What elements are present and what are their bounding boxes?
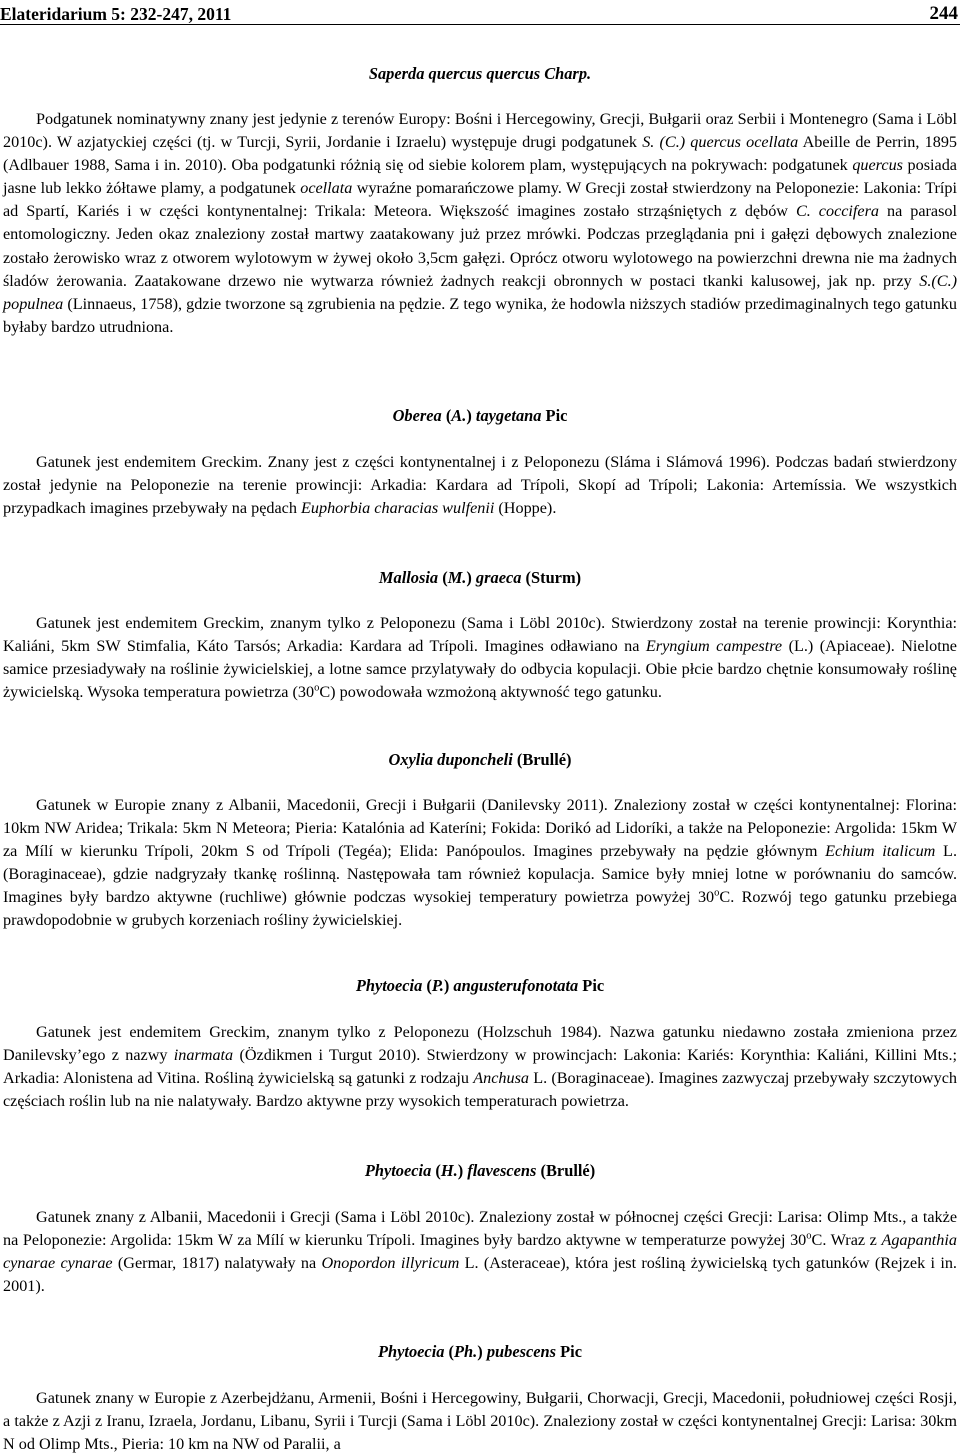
text-run: ( bbox=[422, 976, 432, 995]
text-run: Gatunek jest endemitem Greckim, znanym tylko z Peloponezu (Sama i Löbl 2010c). Stwierdzony został na terenie prowincji: Korynthia: Kaliáni, 5km SW Stimfalia, Káto Tarsós; Arkadia: Kardara ad Trípoli. Imagines odławiano na bbox=[3, 614, 957, 656]
italic-text: Echium italicum bbox=[825, 842, 936, 861]
superscript: o bbox=[806, 1230, 812, 1242]
superscript: o bbox=[714, 887, 720, 899]
italic-text: Onopordon illyricum bbox=[321, 1254, 460, 1273]
section-paragraph bbox=[3, 794, 957, 933]
italic-text: Charp. bbox=[540, 64, 592, 83]
italic-text: S.(C.) populnea bbox=[3, 271, 957, 313]
text-run: Abeille de Perrin, 1895 (Adlbauer 1988, Sama i in. 2010). Oba podgatunki różnią się od siebie kolorem plam, występujących na pokrywach: podgatunek bbox=[3, 133, 958, 175]
text-run: Gatunek znany w Europie z Azerbejdżanu, Armenii, Bośni i Hercegowiny, Bułgarii, Chorwacji, Grecji, Macedonii, południowej części Rosji, a także z Azji z Iranu, Izraela, Jordanu, Libanu, Syrii i Turcji (Sama i Löbl 2010c). Znaleziony został w części kontynentalnej Grecji: Larisa: 30km N od Olimp Mts., Pieria: 10 km na NW od Paralii, a bbox=[3, 1389, 957, 1454]
text-run: (Özdikmen i Turgut 2010). Stwierdzony w prowincjach: Lakonia: Kariés: Korynthia: Kaliáni, Killini Mts.; Arkadia: Alonistena ad Vitina. Rośliną żywicielską są gatunki z rodzaju bbox=[3, 1046, 957, 1088]
italic-text: A. bbox=[451, 406, 467, 425]
italic-text: Oberea bbox=[392, 406, 442, 425]
italic-text: Oxylia duponcheli bbox=[388, 750, 513, 769]
italic-text: Mallosia bbox=[378, 568, 439, 587]
text-run: C) powodowała wzmożoną aktywność tego gatunku. bbox=[319, 683, 662, 702]
text-run: ) bbox=[443, 976, 454, 995]
page-number: 244 bbox=[929, 3, 958, 24]
text-run: (Brullé) bbox=[536, 1161, 596, 1180]
text-run: Gatunek w Europie znany z Albanii, Macedonii, Grecji i Bułgarii (Danilevsky 2011). Znaleziony został w części kontynentalnej: Florina: 10km NW Aridea; Trikala: 5km N Meteora; Pieria: Katalónia ad Kateríni; Fokida: Dorikó ad Lidoríki, a także na Peloponezie: Argolida: 15km W za Mílí w kierunku Trípoli, 20km S od Trípoli (Tegéa); Elida: Panópoulos. Imagines przebywały na pędzie głównym bbox=[3, 796, 957, 861]
taxon-heading bbox=[3, 1340, 957, 1363]
running-header bbox=[0, 0, 960, 25]
text-run: (Sturm) bbox=[521, 568, 582, 587]
taxon-heading bbox=[3, 566, 957, 589]
text-run: (L.) (Apiaceae). Nielotne samice przesiadywały na roślinie żywicielskiej, a lotne samce przylatywały do odbycia kopulacji. Obie płcie bardzo chętnie konsumowały roślinę żywicielską. Wysoka temperatura powietrza (30 bbox=[3, 637, 957, 702]
text-run: na parasol entomologiczny. Jeden okaz znaleziony został martwy zaatakowany już przez mrówki. Podczas przeglądania pni i gałęzi dębowych znalezione zostało żerowisko wraz z otworem wylotowym w żywej około 3,5cm gałęzi. Oprócz otworu wylotowego na powierzchni drewna nie ma żadnych śladów żerowania. Zaatakowane drzewo nie wytwarza również żadnych reakcji obronnych w postaci tkanki kalusowej, jak np. przy bbox=[3, 202, 957, 290]
italic-text: flavescens bbox=[467, 1161, 537, 1180]
italic-text: S. (C.) quercus ocellata bbox=[642, 133, 799, 152]
text-run: wyraźne pomarańczowe plamy. W Grecji został stwierdzony na Peloponezie: Lakonia: Trípi ad Spartí, Kariés i w części kontynentalnej: Trikala: Meteora. Większość imagines zostało strząśniętych z dębów bbox=[3, 179, 957, 221]
text-run: ( bbox=[441, 406, 452, 425]
text-run: Pic bbox=[556, 1342, 582, 1361]
text-run: (Germar, 1817) nalatywały na bbox=[112, 1254, 322, 1273]
text-run: ( bbox=[444, 1342, 455, 1361]
italic-text: quercus bbox=[852, 156, 903, 175]
text-run: posiada jasne lub lekko żółtawe plamy, a podgatunek bbox=[3, 156, 957, 198]
text-run: L. (Asteraceae), która jest rośliną żywicielską tych gatunków (Rejzek i in. 2001). bbox=[3, 1254, 957, 1296]
italic-text: Eryngium campestre bbox=[645, 637, 783, 656]
text-run: ) bbox=[466, 568, 476, 587]
section-paragraph bbox=[3, 451, 957, 520]
section-paragraph bbox=[3, 1387, 957, 1456]
text-run: ) bbox=[466, 406, 476, 425]
text-run: L. (Boraginaceae), gdzie nadgryzały tkankę roślinną. Następowała tam również kopulacja. Samice były mniej lotne w porównaniu do samców. Imagines były bardzo aktywne (ruchliwe) głównie podczas wysokiej temperatury powietrza powyżej 30 bbox=[3, 842, 957, 907]
taxon-heading bbox=[3, 62, 957, 85]
text-run: (Brullé) bbox=[512, 750, 572, 769]
italic-text: ocellata bbox=[300, 179, 353, 198]
italic-text: taygetana bbox=[475, 406, 542, 425]
italic-text: C. coccifera bbox=[795, 202, 880, 221]
italic-text: Ph. bbox=[454, 1342, 478, 1361]
text-run: ( bbox=[438, 568, 448, 587]
taxon-heading bbox=[3, 974, 957, 997]
taxon-heading bbox=[3, 748, 957, 771]
journal-citation: Elateridarium 5: 232-247, 2011 bbox=[0, 4, 232, 24]
italic-text: H. bbox=[440, 1161, 458, 1180]
text-run: C. Wraz z bbox=[811, 1231, 882, 1250]
section-paragraph bbox=[3, 1206, 957, 1298]
italic-text: graeca bbox=[475, 568, 522, 587]
italic-text: Saperda quercus quercus bbox=[368, 64, 541, 83]
superscript: o bbox=[314, 682, 320, 694]
italic-text: Phytoecia bbox=[378, 1342, 445, 1361]
section-paragraph bbox=[3, 1021, 957, 1113]
text-run: ) bbox=[457, 1161, 468, 1180]
section-paragraph bbox=[3, 108, 957, 339]
italic-text: angusterufonotata bbox=[453, 976, 579, 995]
italic-text: P. bbox=[431, 976, 444, 995]
taxon-heading bbox=[3, 1159, 957, 1182]
text-run: Gatunek znany z Albanii, Macedonii i Grecji (Sama i Löbl 2010c). Znaleziony został w północnej części Grecji: Larisa: Olimp Mts., a także na Peloponezie: Argolida: 15km W za Mílí w kierunku Trípoli. Imagines były bardzo aktywne w temperaturze powyżej 30 bbox=[3, 1208, 957, 1250]
italic-text: pubescens bbox=[486, 1342, 557, 1361]
text-run: L. (Boraginaceae). Imagines zazwyczaj przebywały szczytowych częściach roślin lub na nie nalatywały. Bardzo aktywne przy wysokich temperaturach powietrza. bbox=[3, 1069, 957, 1111]
text-run: (Linnaeus, 1758), gdzie tworzone są zgrubienia na pędzie. Z tego wynika, że hodowla niższych stadiów przedimaginalnych tego gatunku byłaby bardzo utrudniona. bbox=[3, 294, 957, 336]
text-run: ) bbox=[477, 1342, 487, 1361]
text-run: (Hoppe). bbox=[494, 499, 557, 518]
italic-text: inarmata bbox=[173, 1046, 234, 1065]
text-run: C. Rozwój tego gatunku przebiega prawdopodobnie w grubych korzeniach rośliny żywicielskiej. bbox=[3, 888, 957, 930]
italic-text: Phytoecia bbox=[355, 976, 423, 995]
text-run: Gatunek jest endemitem Greckim, znanym tylko z Peloponezu (Holzschuh 1984). Nazwa gatunku niedawno została zmieniona przez Danilevsky’ego z nazwy bbox=[3, 1023, 957, 1065]
italic-text: M. bbox=[447, 568, 467, 587]
italic-text: Anchusa bbox=[473, 1069, 529, 1088]
text-run: Pic bbox=[578, 976, 605, 995]
italic-text: Euphorbia characias wulfenii bbox=[301, 499, 495, 518]
text-run: Pic bbox=[541, 406, 568, 425]
text-run: Podgatunek nominatywny znany jest jedynie z terenów Europy: Bośni i Hercegowiny, Grecji, Bułgarii oraz Serbii i Montenegro (Sama i Löbl 2010c). W azjatyckiej części (tj. w Turcji, Syrii, Jordanie i Izraelu) występuje drugi podgatunek bbox=[3, 110, 957, 152]
taxon-heading bbox=[3, 404, 957, 427]
italic-text: Agapanthia cynarae cynarae bbox=[3, 1231, 957, 1273]
italic-text: Phytoecia bbox=[364, 1161, 432, 1180]
text-run: Gatunek jest endemitem Greckim. Znany jest z części kontynentalnej i z Peloponezu (Sláma i Slámová 1996). Podczas badań stwierdzony został jedynie na Peloponezie na terenie prowincji: Arkadia: Kardara ad Trípoli, Skopí ad Trípoli; Lakonia: Artemíssia. We wszystkich przypadkach imagines przebywały na pędach bbox=[3, 453, 957, 518]
section-paragraph bbox=[3, 612, 957, 704]
text-run: ( bbox=[431, 1161, 441, 1180]
